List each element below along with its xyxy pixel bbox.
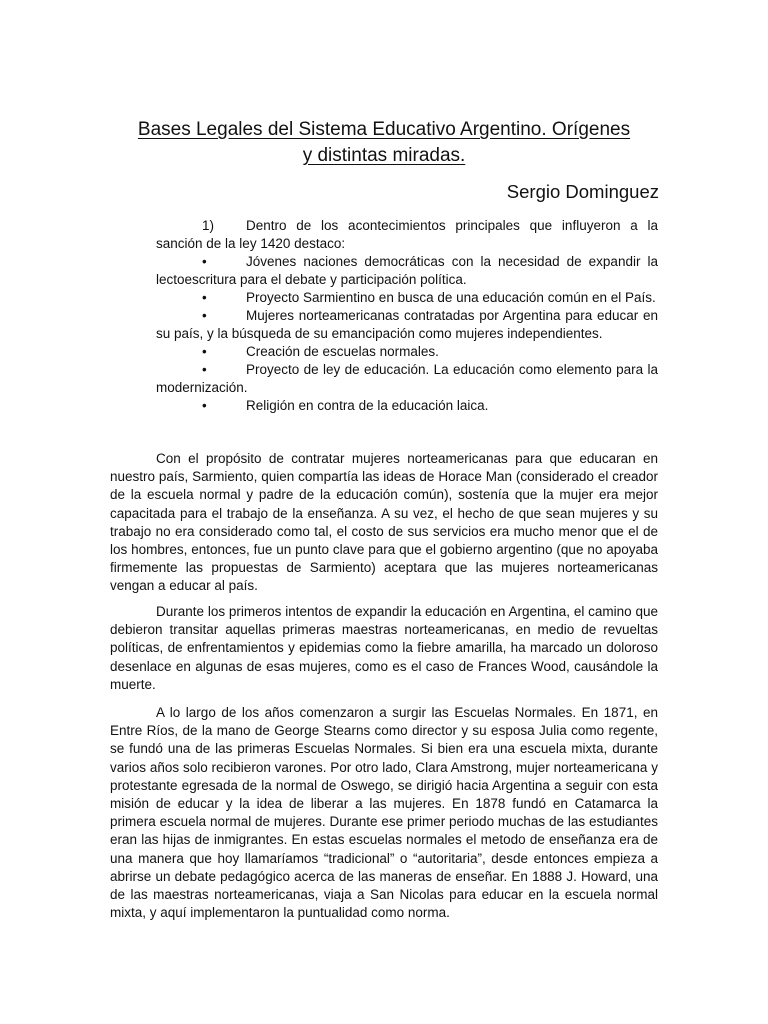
list-number: 1) — [202, 218, 215, 233]
title-line-2: y distintas miradas. — [302, 145, 466, 166]
body-paragraph: Con el propósito de contratar mujeres norteamericanas para que educaran en nuestro país, Sarmiento, quien compartía las ideas de Horace Man (considerado el creador de la escuela normal y padre de la educación común), sostenía que la mujer era mejor capacitada para el trabajo de la enseñanza. A su vez, el hecho de que sean mujeres y su trabajo no era considerado como tal, el costo de sus servicios era mucho menor que el de los hombres, entonces, fue un punto clave para que el gobierno argentino (que no apoyaba firmemente las propuestas de Sarmiento) aceptara que las mujeres norteamericanas vengan a educar al país. — [110, 451, 658, 594]
author-name: Sergio Dominguez — [506, 181, 659, 202]
document-title — [100, 117, 668, 169]
list-item — [156, 253, 658, 289]
list-item — [156, 361, 658, 397]
numbered-list — [156, 217, 658, 415]
bullet-icon: • — [202, 362, 207, 377]
list-item — [156, 343, 658, 361]
bullet-icon: • — [202, 290, 207, 305]
bullet-icon: • — [202, 254, 207, 269]
title-line-1: Bases Legales del Sistema Educativo Argentino. Orígenes — [137, 119, 631, 140]
list-item-text: Mujeres norteamericanas contratadas por Argentina para educar en su país, y la búsqueda de su emancipación como mujeres independientes. — [156, 308, 658, 341]
bullet-icon: • — [202, 308, 207, 323]
list-item-text: Religión en contra de la educación laica. — [246, 398, 489, 413]
list-item-text: Creación de escuelas normales. — [246, 344, 439, 359]
body-paragraph: Durante los primeros intentos de expandir la educación en Argentina, el camino que debieron transitar aquellas primeras maestras norteamericanas, en medio de revueltas políticas, de enfrentamientos y epidemias como la fiebre amarilla, ha marcado un doloroso desenlace en algunas de esas mujeres, como es el caso de Frances Wood, causándole la muerte. — [110, 604, 658, 692]
list-item-text: Proyecto de ley de educación. La educación como elemento para la modernización. — [156, 362, 658, 395]
bullet-icon: • — [202, 344, 207, 359]
list-item — [156, 397, 658, 415]
list-item — [156, 307, 658, 343]
list-intro-text: Dentro de los acontecimientos principales que influyeron a la sanción de la ley 1420 destaco: — [156, 218, 658, 251]
bullet-icon: • — [202, 398, 207, 413]
list-item — [156, 289, 658, 307]
body-paragraph: A lo largo de los años comenzaron a surgir las Escuelas Normales. En 1871, en Entre Ríos, de la mano de George Stearns como director y su esposa Julia como regente, se fundó una de las primeras Escuelas Normales. Si bien era una escuela mixta, durante varios años solo recibieron varones. Por otro lado, Clara Amstrong, mujer norteamericana y protestante egresada de la normal de Oswego, se dirigió hacia Argentina a seguir con esta misión de educar y la idea de liberar a las mujeres. En 1878 fundó en Catamarca la primera escuela normal de mujeres. Durante ese primer periodo muchas de las estudiantes eran las hijas de inmigrantes. En estas escuelas normales el metodo de enseñanza era de una manera que hoy llamaríamos “tradicional” o “autoritaria”, desde entonces empieza a abrirse un debate pedagógico acerca de las maneras de enseñar. En 1888 J. Howard, una de las maestras norteamericanas, viaja a San Nicolas para educar en la escuela normal mixta, y aquí implementaron la puntualidad como norma. — [110, 705, 658, 921]
list-intro — [156, 217, 658, 253]
list-item-text: Proyecto Sarmientino en busca de una educación común en el País. — [246, 290, 656, 305]
list-item-text: Jóvenes naciones democráticas con la necesidad de expandir la lectoescritura para el debate y participación política. — [156, 254, 658, 287]
